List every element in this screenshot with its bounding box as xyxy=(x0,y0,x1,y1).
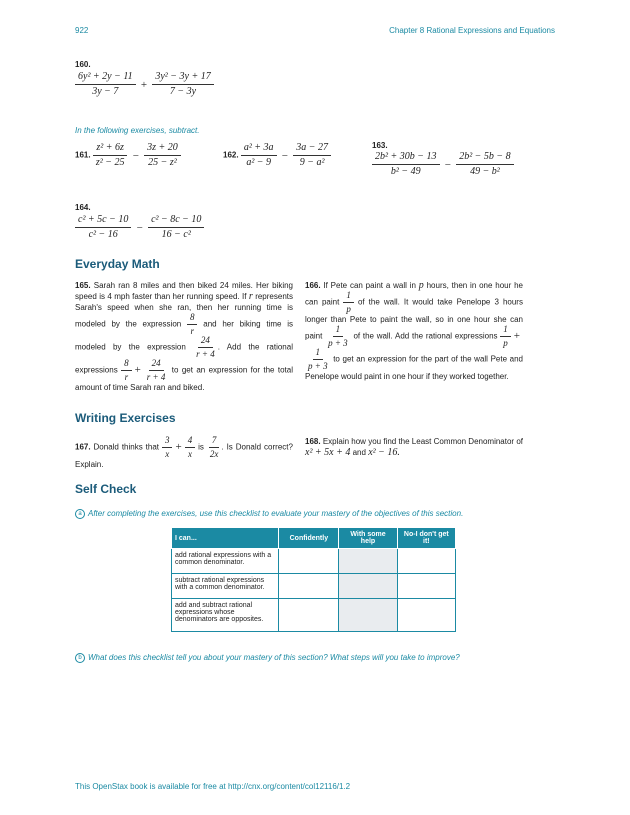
checkbox-cell-no[interactable] xyxy=(397,549,455,574)
subtract-instruction: In the following exercises, subtract. xyxy=(75,126,200,135)
self-check-item-a: a After completing the exercises, use this checklist to evaluate your mastery of the objectives of this section. xyxy=(75,509,463,519)
exercise-163: 163. $\frac{\text{2b² + 30b − 13}}{\text{b² − 49}}$ − $\frac{\text{2b² − 5b − 8}}{\text{49 − b²}}$ xyxy=(372,141,514,177)
checkbox-cell-no[interactable] xyxy=(397,574,455,599)
exercise-162: 162. $\frac{\text{a² + 3a}}{\text{a² − 9}}$ − $\frac{3a - 27}{\text{9 − a²}}$ xyxy=(223,143,331,168)
table-header: Confidently xyxy=(279,528,339,549)
checkbox-cell-with-help[interactable] xyxy=(339,549,397,574)
exercise-160: 160. $\frac{\text{6y² + 2y − 11}}{3y - 7}$ + $\frac{\text{3y² − 3y + 17}}{7 - 3y}$ xyxy=(75,60,214,97)
checkbox-cell-with-help[interactable] xyxy=(339,599,397,632)
table-cell-objective: add rational expressions with a common denominator. xyxy=(172,549,279,574)
page-number: 922 xyxy=(75,26,89,35)
table-cell-objective: add and subtract rational expressions whose denominators are opposites. xyxy=(172,599,279,632)
circled-marker-a: a xyxy=(75,509,85,519)
table-row xyxy=(172,574,456,599)
section-title-writing-exercises: Writing Exercises xyxy=(75,411,176,425)
exercise-number: 164. xyxy=(75,203,91,212)
self-check-item-b: b What does this checklist tell you about your mastery of this section? What steps will you take to improve? xyxy=(75,653,460,663)
exercise-number: 161. xyxy=(75,150,91,160)
table-header: With some help xyxy=(339,528,397,549)
checkbox-cell-with-help[interactable] xyxy=(339,574,397,599)
exercise-166: 166. If Pete can paint a wall in p hours, then in one hour he can paint $\frac{1}{p}$ of the wall. It would take Penelope 3 hours longer than Pete to paint the wall, so in one hour she can paint $\frac{1}{p + 3}$ of the wall. Add the rational expressions $\frac{1}{p}$ + $\frac{1}{p + 3}$ to get an expression for the part of the wall Pete and Penelope would paint in one hour if they worked together. xyxy=(305,280,523,381)
exercise-165: 165. Sarah ran 8 miles and then biked 24 miles. Her biking speed is 4 mph faster than her running speed. If r represents Sarah's speed when she ran, then her running time is modeled by the expression $\frac{8}{r}$ and her biking time is modeled by the expression $\frac{24}{r + 4}$ . Add the rational expressions $\frac{8}{r}$ + $\frac{24}{r + 4}$ to get an expression for the total amount of time Sarah ran and biked. xyxy=(75,281,293,392)
exercise-number: 162. xyxy=(223,150,239,160)
section-title-self-check: Self Check xyxy=(75,482,137,496)
table-cell-objective: subtract rational expressions with a common denominator. xyxy=(172,574,279,599)
table-row xyxy=(172,599,456,632)
exercise-number: 163. xyxy=(372,141,388,150)
table-header: No-I don't get it! xyxy=(397,528,455,549)
exercise-164: 164. $\frac{\text{c² + 5c − 10}}{\text{c² − 16}}$ − $\frac{\text{c² − 8c − 10}}{\text{16 − c²}}$ xyxy=(75,203,204,240)
exercise-168: 168. Explain how you find the Least Common Denominator of x² + 5x + 4 and x² − 16. xyxy=(305,437,523,458)
circled-marker-b: b xyxy=(75,653,85,663)
checkbox-cell-confidently[interactable] xyxy=(279,574,339,599)
checkbox-cell-confidently[interactable] xyxy=(279,549,339,574)
self-check-table xyxy=(171,527,456,632)
checkbox-cell-no[interactable] xyxy=(397,599,455,632)
table-row xyxy=(172,549,456,574)
exercise-161: 161. $\frac{\text{z² + 6z}}{\text{z² − 25}}$ − $\frac{3z + 20}{\text{25 − z²}}$ xyxy=(75,143,181,168)
footer-text: This OpenStax book is available for free at http://cnx.org/content/col12116/1.2 xyxy=(75,782,351,791)
section-title-everyday-math: Everyday Math xyxy=(75,257,160,271)
chapter-title: Chapter 8 Rational Expressions and Equations xyxy=(389,26,555,35)
table-header: I can... xyxy=(172,528,279,549)
exercise-167: 167. Donald thinks that $\frac{3}{x}$ + $\frac{4}{x}$ is $\frac{7}{2x}$ . Is Donald correct? Explain. xyxy=(75,435,293,469)
exercise-number: 160. xyxy=(75,60,91,69)
checkbox-cell-confidently[interactable] xyxy=(279,599,339,632)
